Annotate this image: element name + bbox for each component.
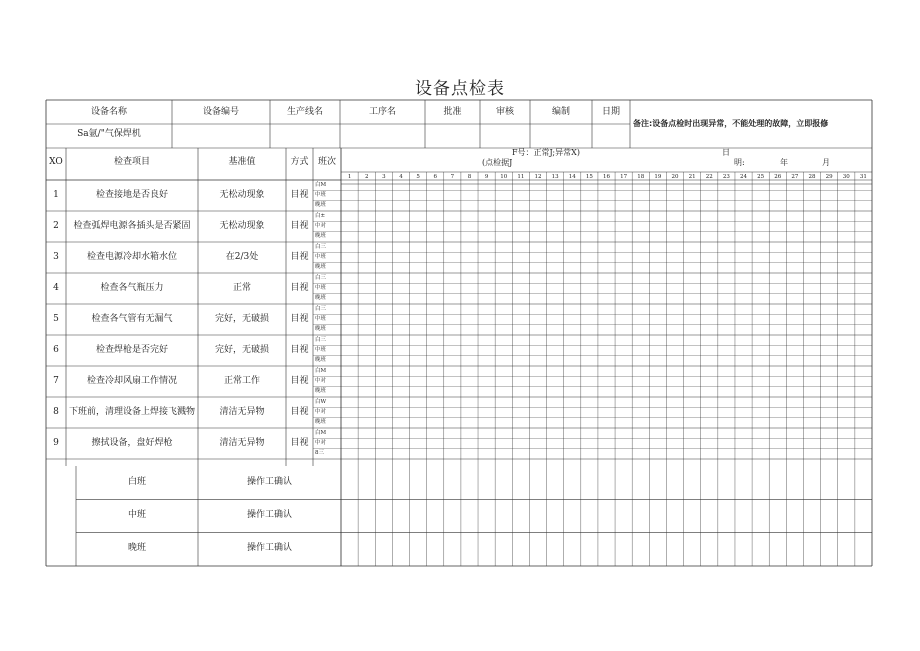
row-standard: 无松动现象	[219, 189, 265, 200]
row-shift: 白三	[315, 274, 327, 281]
row-method: 目视	[290, 344, 309, 355]
row-number: 1	[53, 189, 59, 200]
day-number: 29	[825, 174, 833, 180]
row-shift: 晚班	[315, 326, 327, 333]
row-standard: 清洁无异物	[219, 437, 265, 448]
header-label: 工序名	[368, 107, 396, 117]
header-label: 审核	[495, 107, 514, 117]
row-shift: 晚班	[315, 264, 327, 271]
day-number: 18	[637, 174, 645, 180]
day-number: 27	[791, 174, 799, 180]
day-number: 15	[585, 174, 593, 180]
row-method: 目视	[290, 375, 309, 386]
row-item: 擦拭设备，盘好焊枪	[91, 437, 173, 448]
legend-line-2: (点检据J	[482, 158, 513, 167]
day-number: 3	[382, 174, 386, 180]
day-number: 28	[808, 174, 816, 180]
day-number: 31	[859, 174, 867, 180]
row-shift: 白三	[315, 243, 327, 250]
header-label: 生产线名	[286, 107, 323, 117]
day-number: 12	[534, 174, 542, 180]
row-shift: 白M	[315, 367, 327, 374]
row-shift: 白±	[315, 212, 326, 219]
day-number: 13	[551, 174, 559, 180]
row-number: 6	[53, 344, 59, 355]
row-method: 目视	[290, 251, 309, 262]
row-shift: 晚班	[315, 388, 327, 395]
row-item: 检查各气瓶压力	[100, 282, 164, 293]
day-label: 日	[722, 148, 730, 157]
col-header-standard: 基准值	[228, 157, 256, 167]
day-number: 23	[722, 174, 730, 180]
row-shift: 白M	[315, 181, 327, 188]
row-shift: 中对	[315, 222, 327, 229]
day-number: 17	[620, 174, 628, 180]
day-number: 26	[774, 174, 782, 180]
row-shift: 中班	[315, 346, 327, 353]
day-number: 30	[842, 174, 850, 180]
row-method: 目视	[290, 437, 309, 448]
row-standard: 正常工作	[223, 375, 260, 386]
row-shift: 中班	[315, 253, 327, 260]
day-number: 20	[671, 174, 679, 180]
sign-label: 操作工确认	[246, 543, 292, 554]
page-title: 设备点检表	[415, 79, 505, 99]
row-shift: 中对	[315, 377, 327, 384]
row-standard: 清洁无异物	[219, 406, 265, 417]
col-header-shift: 班次	[317, 157, 336, 167]
day-number: 14	[568, 174, 576, 180]
row-shift: 8三	[315, 450, 324, 457]
row-shift: 白三	[315, 336, 327, 343]
header-label: 设备编号	[202, 107, 239, 117]
row-shift: 白M	[315, 429, 327, 436]
day-number: 6	[433, 174, 437, 180]
equipment-name-value: Sa氩/"气保焊机	[77, 129, 141, 139]
year-label: 年	[780, 158, 788, 167]
day-number: 7	[450, 174, 455, 180]
sign-shift: 晚班	[127, 543, 146, 554]
day-number: 24	[740, 174, 748, 180]
row-shift: 中对	[315, 408, 327, 415]
row-item: 检查弧焊电源各插头是否紧固	[73, 220, 191, 231]
sign-label: 操作工确认	[246, 476, 292, 487]
header-label: 日期	[601, 107, 620, 117]
row-method: 目视	[290, 406, 309, 417]
col-header-item: 检查项目	[113, 157, 150, 167]
row-shift: 晚班	[315, 419, 327, 426]
row-item: 检查接地是否良好	[95, 189, 168, 200]
row-shift: 晚班	[315, 357, 327, 364]
day-number: 10	[500, 174, 508, 180]
row-number: 2	[53, 220, 59, 231]
row-item: 检查焊枪是否完好	[95, 344, 168, 355]
mon-label: 月	[822, 158, 830, 167]
row-method: 目视	[290, 282, 309, 293]
row-shift: 白三	[315, 305, 327, 312]
row-standard: 在2/3处	[225, 251, 259, 262]
col-header-no: XO	[49, 157, 63, 167]
row-method: 目视	[290, 313, 309, 324]
row-number: 3	[53, 251, 59, 262]
row-method: 目视	[290, 189, 309, 200]
row-standard: 正常	[232, 282, 251, 293]
sign-shift: 中班	[127, 509, 146, 520]
col-header-method: 方式	[290, 157, 309, 167]
day-number: 9	[484, 174, 489, 180]
row-number: 4	[53, 282, 59, 293]
day-number: 4	[399, 174, 403, 180]
row-shift: 中班	[315, 315, 327, 322]
row-shift: 中班	[315, 191, 327, 198]
day-number: 5	[416, 174, 420, 180]
row-standard: 无松动现象	[219, 220, 265, 231]
sign-shift: 白班	[127, 476, 146, 487]
row-shift: 晚班	[315, 233, 327, 240]
day-number: 11	[517, 174, 525, 180]
row-shift: 中班	[315, 284, 327, 291]
row-item: 下班前，清理设备上焊接飞溅物	[68, 406, 195, 417]
day-number: 22	[705, 174, 713, 180]
row-standard: 完好，无破损	[214, 313, 269, 324]
remark-note: 备注:设备点检时出现异常，不能处理的故障，立即报修	[633, 119, 829, 128]
day-number: 1	[347, 174, 352, 180]
row-shift: 白W	[315, 398, 327, 405]
row-item: 检查冷却风扇工作情况	[86, 375, 177, 386]
day-number: 19	[654, 174, 662, 180]
day-number: 16	[602, 174, 610, 180]
row-standard: 完好，无破损	[214, 344, 269, 355]
day-number: 2	[364, 174, 369, 180]
sign-label: 操作工确认	[246, 509, 292, 520]
legend-line-1: F号：正常J;异常X)	[512, 148, 580, 157]
header-label: 编制	[551, 107, 570, 117]
day-number: 25	[757, 174, 765, 180]
row-method: 目视	[290, 220, 309, 231]
row-shift: 晚班	[315, 202, 327, 209]
row-item: 检查各气管有无漏气	[91, 313, 173, 324]
row-number: 5	[53, 313, 59, 324]
row-number: 8	[53, 406, 59, 417]
header-label: 批准	[443, 107, 462, 117]
row-number: 9	[53, 437, 59, 448]
row-shift: 晚班	[315, 295, 327, 302]
day-number: 21	[688, 174, 696, 180]
row-shift: 中对	[315, 439, 327, 446]
month-label: 明:	[734, 158, 745, 167]
row-item: 检查电源冷却水箱水位	[86, 251, 177, 262]
header-label: 设备名称	[90, 107, 127, 117]
row-number: 7	[53, 375, 59, 386]
day-number: 8	[467, 174, 472, 180]
